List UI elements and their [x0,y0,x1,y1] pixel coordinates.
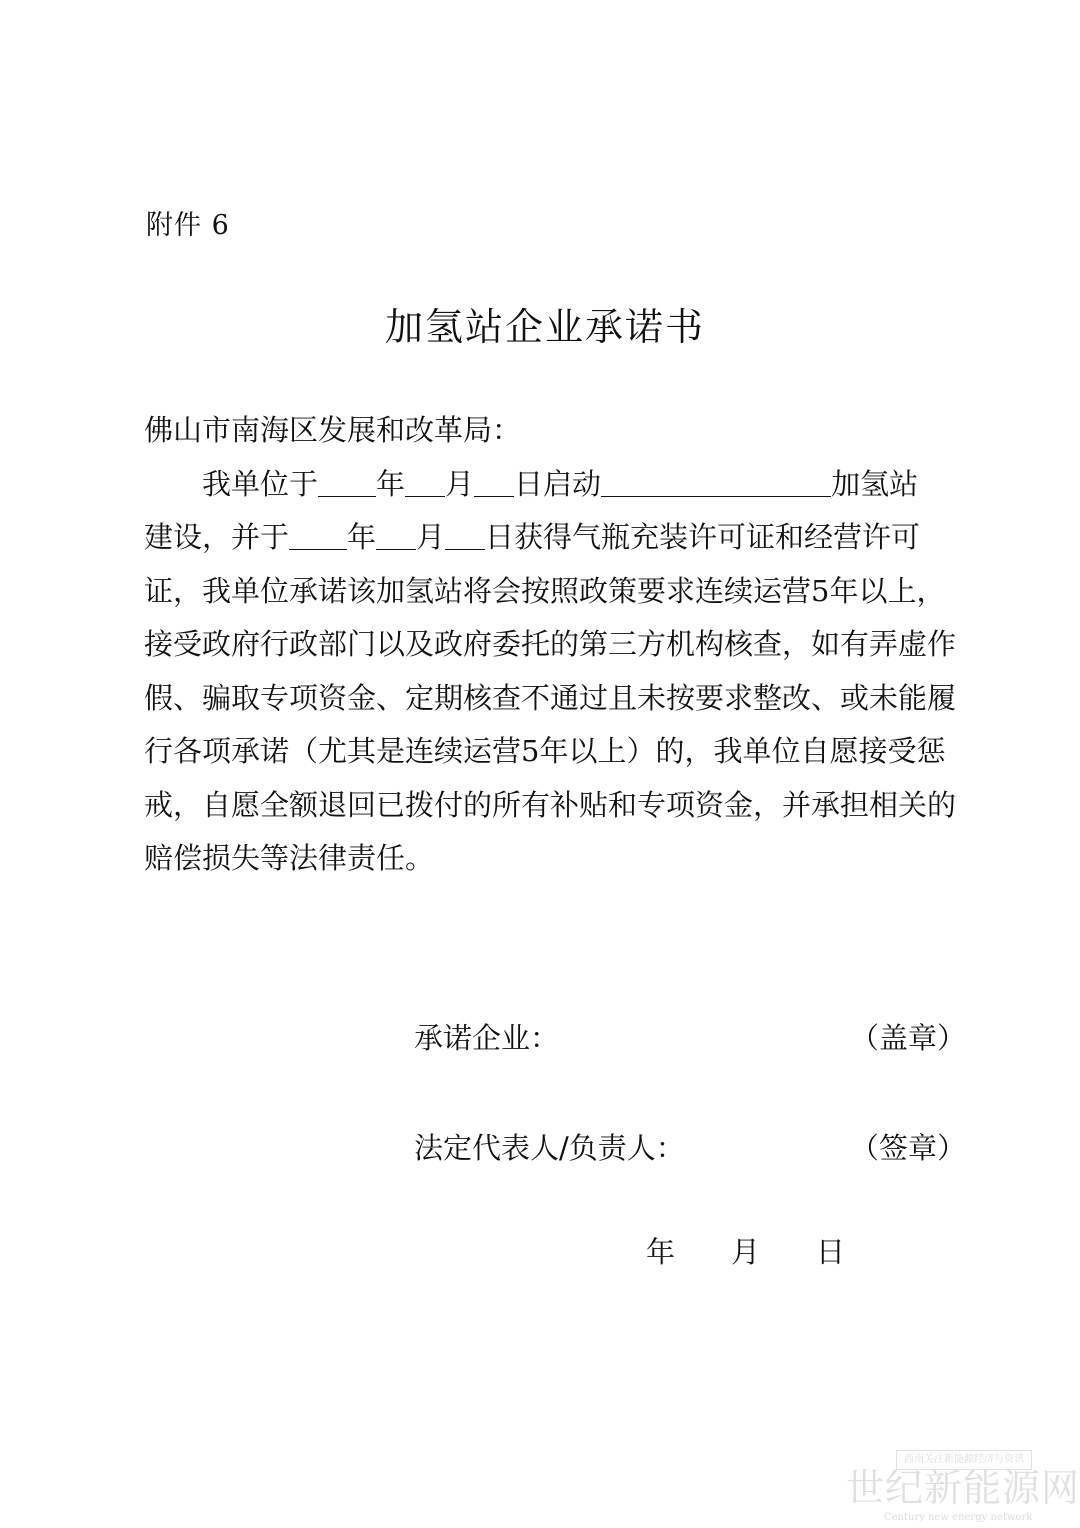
blank-month-field[interactable] [376,523,416,550]
body-line-5: 假、骗取专项资金、定期核查不通过且未按要求整改、或未能履 [144,680,957,715]
blank-month-field[interactable] [405,470,445,497]
watermark-logo: 世纪新能源网 [846,1466,1080,1510]
text-segment: 日启动 [514,466,602,501]
date-month: 月 [731,1235,761,1269]
watermark-tagline: 西南关注新能源经济与资讯 [896,1450,1032,1470]
body-line-7: 戒，自愿全额退回已拨付的所有补贴和专项资金，并承担相关的 [144,787,957,822]
text-segment: 日获得气瓶充装许可证和经营许可 [485,520,921,554]
text-segment: 建设，并于 [144,520,290,554]
body-line-8: 赔偿损失等法律责任。 [144,841,435,875]
text-segment: 证，我单位承诺该加氢站将会按照政策要求连续运营 [144,573,812,608]
text-segment: 我单位于 [202,466,319,501]
representative-signature-label: 法定代表人/负责人： [414,1131,685,1165]
recipient: 佛山市南海区发展和改革局： [144,413,522,447]
text-segment: 年 [376,466,406,501]
blank-year-field[interactable] [289,523,347,550]
text-segment: 年以上）的，我单位自愿接受惩 [539,734,946,768]
company-signature-label: 承诺企业： [414,1021,560,1055]
watermark-english: Century new energy network [884,1512,1033,1523]
body-line-3 [144,565,944,619]
representative-seal-label: （签章） [850,1131,967,1165]
blank-day-field[interactable] [474,470,514,497]
recipient-line [144,404,944,458]
letter-body [144,404,957,886]
years-number: 5 [811,573,830,608]
body-line-6 [144,725,944,779]
years-number: 5 [521,734,540,768]
company-seal-label: （盖章） [850,1021,967,1055]
body-line-2 [144,511,944,565]
date-day: 日 [816,1235,846,1269]
body-line-4: 接受政府行政部门以及政府委托的第三方机构核查，如有弄虚作 [144,627,957,661]
signing-date [646,1230,901,1271]
date-year: 年 [646,1235,676,1269]
text-segment: 加氢站 [831,466,919,501]
text-segment: 月 [416,520,446,554]
document-title: 加氢站企业承诺书 [384,305,705,349]
blank-station-name-field[interactable] [601,470,831,497]
blank-day-field[interactable] [445,523,485,550]
text-segment: 行各项承诺（尤其是连续运营 [144,734,522,768]
text-segment: 月 [445,466,475,501]
body-line-1 [144,458,944,512]
text-segment: 年 [347,520,377,554]
text-segment: 年以上， [829,573,946,608]
attachment-label: 附件 6 [146,210,230,241]
blank-year-field[interactable] [318,470,376,497]
